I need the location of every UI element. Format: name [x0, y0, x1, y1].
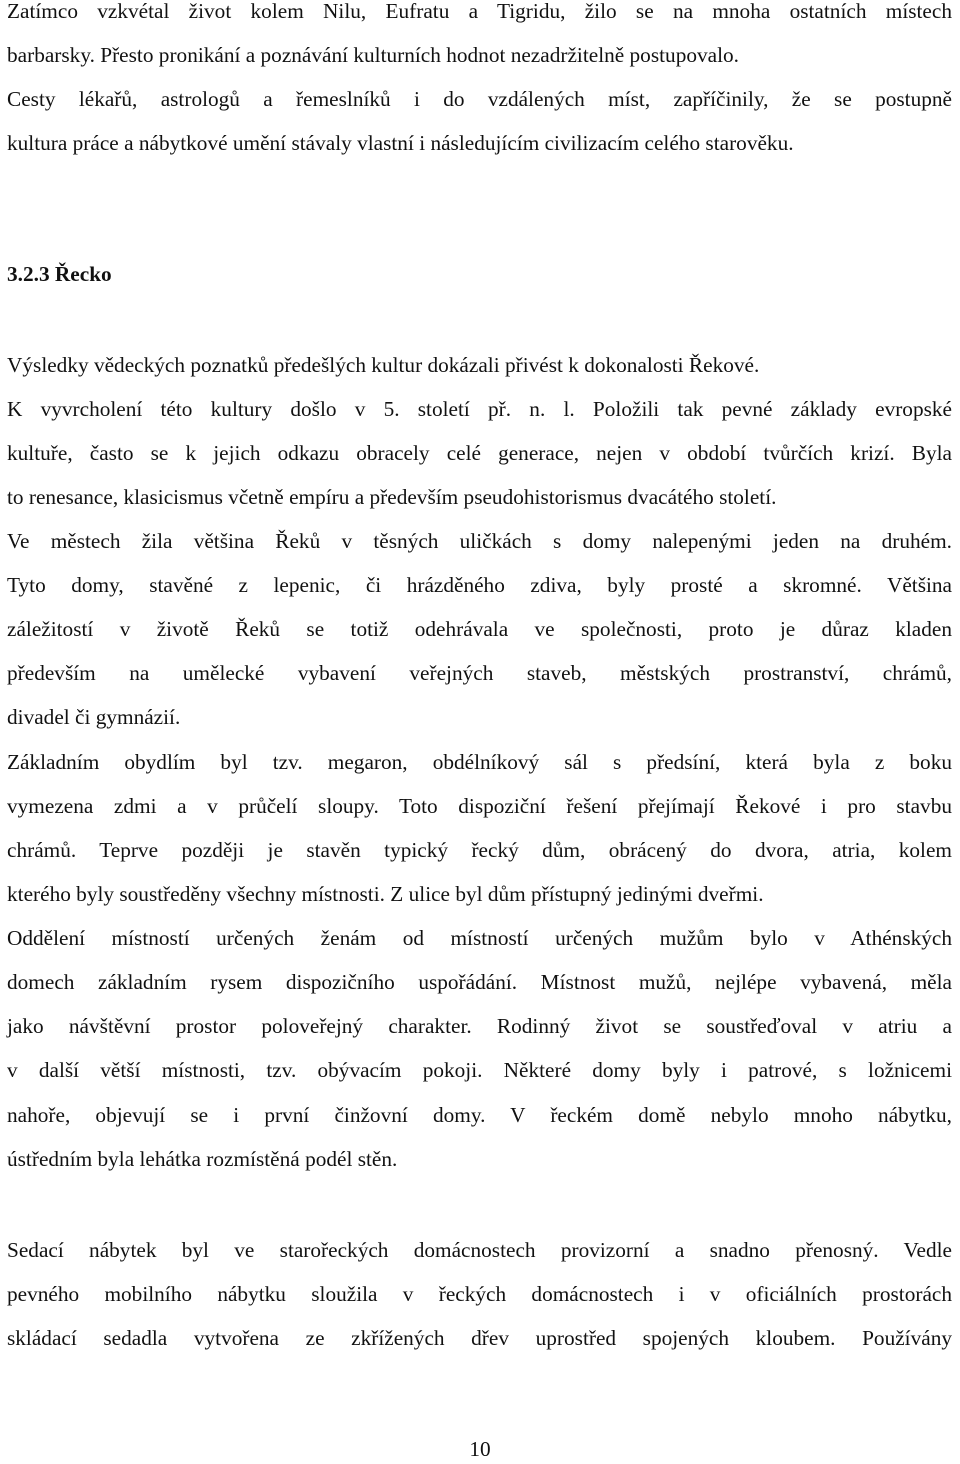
text-line: Ve městech žila většina Řeků v těsných uličkách s domy nalepenými jeden na druhém. [7, 529, 952, 553]
text-line: divadel či gymnázií. [7, 705, 181, 729]
text-line: Základním obydlím byl tzv. megaron, obdélníkový sál s předsíní, která byla z boku [7, 750, 952, 774]
text-line: ústředním byla lehátka rozmístěná podél stěn. [7, 1147, 398, 1171]
text-line: jako návštěvní prostor poloveřejný charakter. Rodinný život se soustřeďoval v atriu a [7, 1014, 952, 1038]
text-line: domech základním rysem dispozičního uspořádání. Místnost mužů, nejlépe vybavená, měla [7, 970, 952, 994]
text-line: záležitostí v životě Řeků se totiž odehrávala ve společnosti, proto je důraz kladen [7, 617, 952, 641]
text-line: kterého byly soustředěny všechny místnosti. Z ulice byl dům přístupný jedinými dveřmi. [7, 882, 764, 906]
text-line: především na umělecké vybavení veřejných staveb, městských prostranství, chrámů, [7, 661, 952, 685]
text-line: to renesance, klasicismus včetně empíru a především pseudohistorismus dvacátého století. [7, 485, 777, 509]
text-line: chrámů. Teprve později je stavěn typický řecký dům, obrácený do dvora, atria, kolem [7, 838, 952, 862]
text-line: vymezena zdmi a v průčelí sloupy. Toto dispoziční řešení přejímají Řekové i pro stavbu [7, 794, 952, 818]
text-line: K vyvrcholení této kultury došlo v 5. století př. n. l. Položili tak pevné základy evropské [7, 397, 952, 421]
text-line: Výsledky vědeckých poznatků předešlých kultur dokázali přivést k dokonalosti Řekové. [7, 353, 760, 377]
text-line: kultura práce a nábytkové umění stávaly vlastní i následujícím civilizacím celého starověku. [7, 131, 794, 155]
text-line: barbarsky. Přesto pronikání a poznávání kulturních hodnot nezadržitelně postupovalo. [7, 43, 739, 67]
text-line: skládací sedadla vytvořena ze zkřížených dřev uprostřed spojených kloubem. Používány [7, 1326, 952, 1350]
text-line: pevného mobilního nábytku sloužila v řeckých domácnostech i v oficiálních prostorách [7, 1282, 952, 1306]
section-heading: 3.2.3 Řecko [7, 262, 112, 286]
text-line: Sedací nábytek byl ve starořeckých domácnostech provizorní a snadno přenosný. Vedle [7, 1238, 952, 1262]
text-line: nahoře, objevují se i první činžovní domy. V řeckém domě nebylo mnoho nábytku, [7, 1103, 952, 1127]
text-line: Tyto domy, stavěné z lepenic, či hrázděného zdiva, byly prosté a skromné. Většina [7, 573, 952, 597]
text-line: Oddělení místností určených ženám od místností určených mužům bylo v Athénských [7, 926, 952, 950]
page-number: 10 [469, 1437, 491, 1461]
text-line: v další větší místnosti, tzv. obývacím pokoji. Některé domy byly i patrové, s ložnicemi [7, 1058, 952, 1082]
text-line: kultuře, často se k jejich odkazu obracely celé generace, nejen v období tvůrčích krizí. Byla [7, 441, 952, 465]
text-line: Zatímco vzkvétal život kolem Nilu, Eufratu a Tigridu, žilo se na mnoha ostatních místech [7, 0, 952, 23]
text-line: Cesty lékařů, astrologů a řemeslníků i do vzdálených míst, zapříčinily, že se postupně [7, 87, 952, 111]
